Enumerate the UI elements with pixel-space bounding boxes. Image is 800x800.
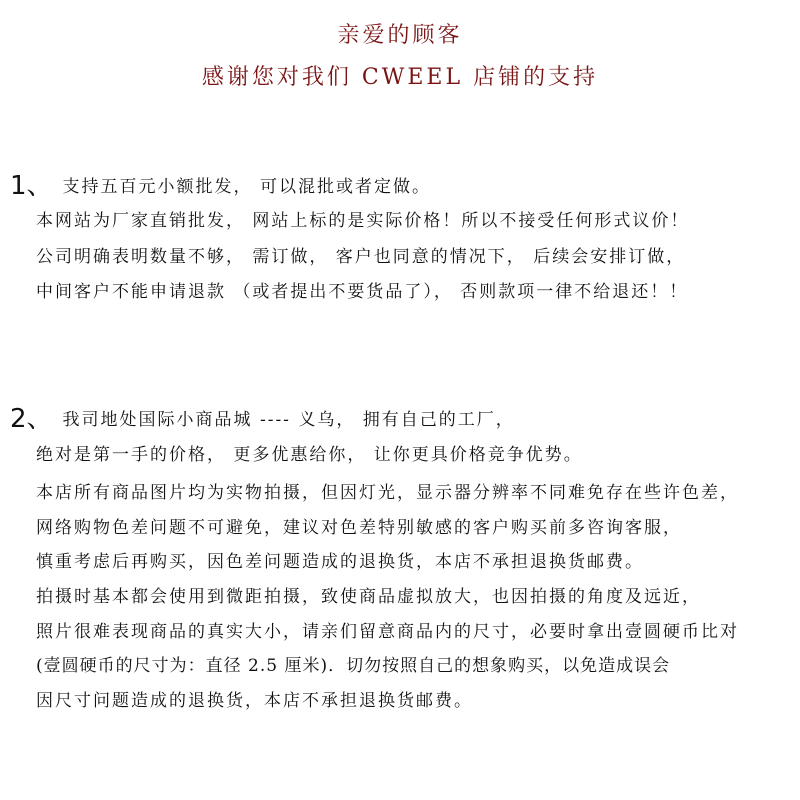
- section-1-heading-text: 支持五百元小额批发， 可以混批或者定做。: [62, 177, 431, 197]
- section-2-line: 慎重考虑后再购买，因色差问题造成的退换货，本店不承担退换货邮费。: [36, 552, 644, 572]
- section-2-line: (壹圆硬币的尺寸为：直径 2.5 厘米)．切勿按照自己的想象购买，以免造成误会: [36, 656, 671, 676]
- section-1-line: 中间客户不能申请退款 （或者提出不要货品了）， 否则款项一律不给退还！！: [36, 282, 689, 302]
- section-2-line: 因尺寸问题造成的退换货，本店不承担退换货邮费。: [36, 691, 473, 711]
- section-1-line: 公司明确表明数量不够， 需订做， 客户也同意的情况下， 后续会安排订做，: [36, 247, 686, 267]
- section-2-heading: [10, 398, 515, 435]
- page-title-greeting: 亲爱的顾客: [337, 23, 463, 48]
- section-1-line: 本网站为厂家直销批发， 网站上标的是实际价格！所以不接受任何形式议价！: [36, 211, 690, 231]
- section-1-heading: [10, 165, 431, 202]
- section-2-line: 本店所有商品图片均为实物拍摄，但因灯光，显示器分辨率不同难免存在些许色差，: [36, 483, 739, 503]
- section-2-heading-text: 我司地处国际小商品城 ---- 义乌， 拥有自己的工厂，: [62, 410, 515, 430]
- section-2-line: 照片很难表现商品的真实大小，请亲们留意商品内的尺寸，必要时拿出壹圆硬币比对: [36, 622, 739, 642]
- section-2-line: 绝对是第一手的价格， 更多优惠给你， 让你更具价格竞争优势。: [36, 445, 583, 465]
- page-subtitle-thanks: 感谢您对我们 CWEEL 店铺的支持: [201, 65, 599, 90]
- section-1-number: 1、: [10, 171, 53, 201]
- section-2-number: 2、: [10, 404, 53, 434]
- section-2-line: 网络购物色差问题不可避免，建议对色差特别敏感的客户购买前多咨询客服，: [36, 518, 682, 538]
- section-2-line: 拍摄时基本都会使用到微距拍摄，致使商品虚拟放大，也因拍摄的角度及远近，: [36, 587, 701, 607]
